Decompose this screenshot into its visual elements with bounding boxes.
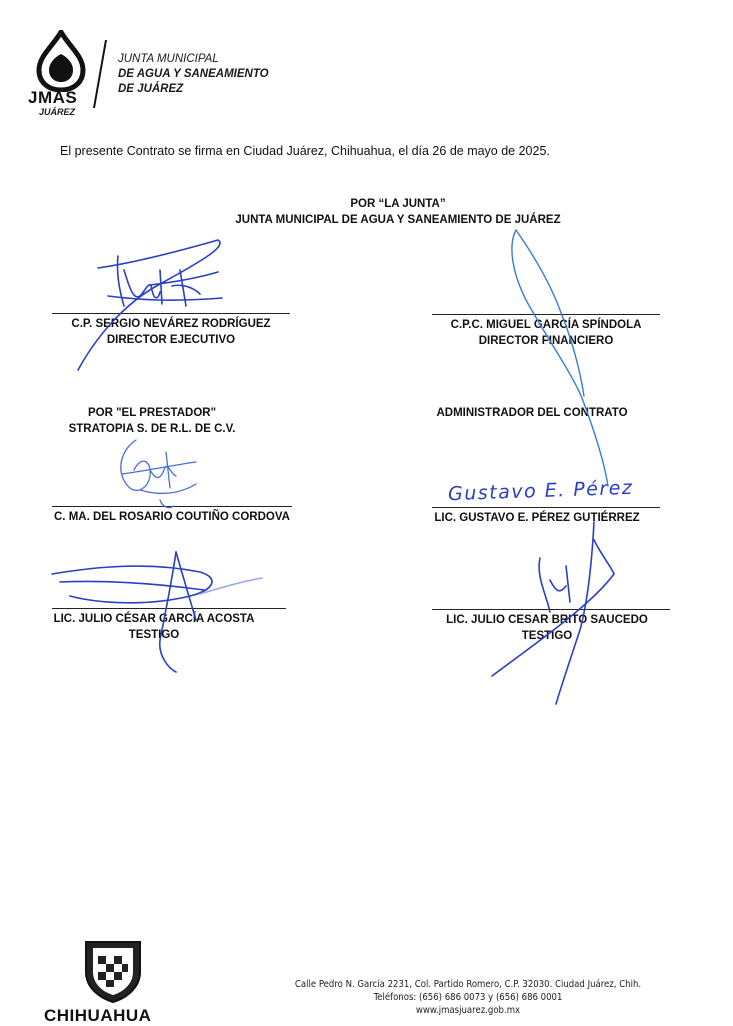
state-logo-text: CHIHUAHUA <box>44 1006 152 1025</box>
prestador-company: STRATOPIA S. DE R.L. DE C.V. <box>68 423 236 435</box>
testigo-1-title: TESTIGO <box>128 629 180 641</box>
org-line-2: DE AGUA Y SANEAMIENTO <box>118 68 269 80</box>
signature-line <box>432 507 660 508</box>
signature-line <box>432 314 660 315</box>
water-drop-icon <box>31 30 91 92</box>
signature-line <box>52 506 292 507</box>
org-line-1: JUNTA MUNICIPAL <box>118 53 219 65</box>
footer-website: www.jmasjuarez.gob.mx <box>415 1005 521 1016</box>
director-ejecutivo-name: C.P. SERGIO NEVÁREZ RODRÍGUEZ <box>71 318 271 330</box>
signature-line <box>432 609 670 610</box>
director-financiero-name: C.P.C. MIGUEL GARCÍA SPÍNDOLA <box>450 319 642 331</box>
logo-sub: JUÁREZ <box>39 107 76 117</box>
chihuahua-shield-icon <box>80 938 146 1004</box>
testigo-1-name: LIC. JULIO CÉSAR GARCÍA ACOSTA <box>53 613 255 625</box>
org-name <box>118 52 269 97</box>
prestador-label: POR "EL PRESTADOR" <box>87 407 217 419</box>
intro-text: El presente Contrato se firma en Ciudad Juárez, Chihuahua, el día 26 de mayo de 2025. <box>60 144 550 158</box>
administrador-handwritten: Gustavo E. Pérez <box>447 476 634 506</box>
prestador-name: C. MA. DEL ROSARIO COUTIÑO CORDOVA <box>54 511 290 523</box>
junta-label: POR “LA JUNTA” <box>350 198 446 210</box>
jmas-logo <box>26 30 96 120</box>
director-ejecutivo-title: DIRECTOR EJECUTIVO <box>106 334 236 346</box>
logo-abbr: JMAS <box>28 88 78 107</box>
signature-line <box>52 608 286 609</box>
org-line-3: DE JUÁREZ <box>118 83 184 95</box>
administrador-name: LIC. GUSTAVO E. PÉREZ GUTIÉRREZ <box>434 512 640 524</box>
signature-line <box>52 313 290 314</box>
testigo-2-name: LIC. JULIO CESAR BRITO SAUCEDO <box>446 614 648 626</box>
footer-address: Calle Pedro N. García 2231, Col. Partido Romero, C.P. 32030. Ciudad Juárez, Chih. <box>294 979 642 990</box>
state-logo <box>40 938 180 1024</box>
director-financiero-title: DIRECTOR FINANCIERO <box>478 335 614 347</box>
junta-name: JUNTA MUNICIPAL DE AGUA Y SANEAMIENTO DE JUÁREZ <box>235 214 561 226</box>
testigo-2-title: TESTIGO <box>521 630 573 642</box>
administrador-label: ADMINISTRADOR DEL CONTRATO <box>436 407 628 419</box>
footer-phones: Teléfonos: (656) 686 0073 y (656) 686 0001 <box>373 992 563 1003</box>
